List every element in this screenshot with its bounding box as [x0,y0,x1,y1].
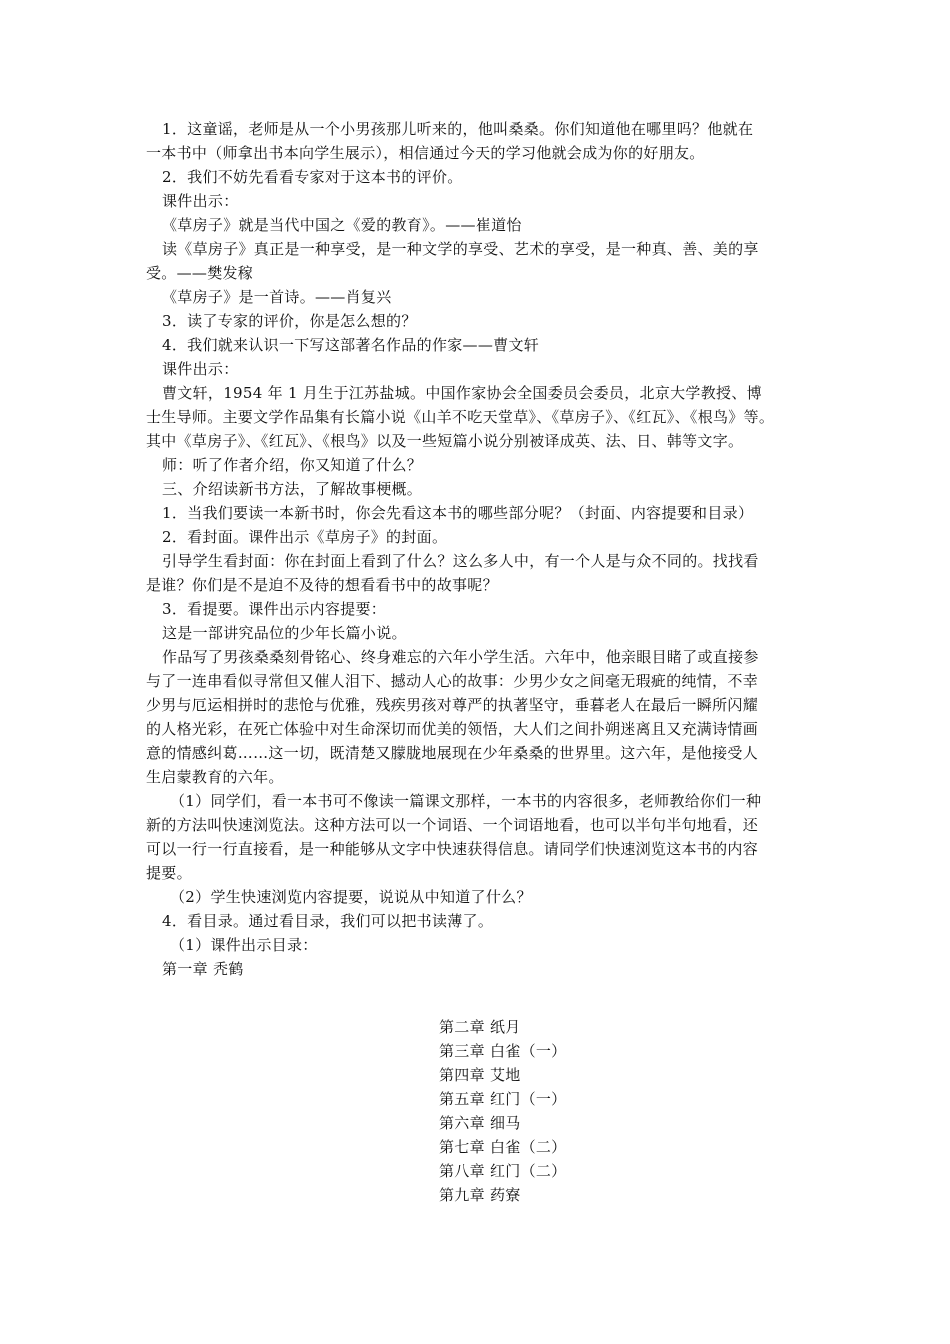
paragraph-line: 的人格光彩，在死亡体验中对生命深切而优美的领悟，大人们之间扑朔迷离且又充满诗情画 [146,720,759,738]
paragraph-line: 士生导师。主要文学作品集有长篇小说《山羊不吃天堂草》、《草房子》、《红瓦》、《根鸟》等。 [146,408,775,426]
paragraph-line: 课件出示： [162,360,239,378]
toc-entry: 第七章 白雀（二） [439,1138,567,1156]
paragraph-line: 3．看提要。课件出示内容提要： [162,600,387,618]
quote-line: 读《草房子》真正是一种享受，是一种文学的享受、艺术的享受，是一种真、善、美的享 [162,240,759,258]
toc-entry: 第一章 秃鹤 [162,960,244,978]
paragraph-line: 4．我们就来认识一下写这部著名作品的作家——曹文轩 [162,336,540,354]
paragraph-line: 作品写了男孩桑桑刻骨铭心、终身难忘的六年小学生活。六年中，他亲眼目睹了或直接参 [162,648,759,666]
toc-entry: 第五章 红门（一） [439,1090,567,1108]
section-heading: 三、介绍读新书方法，了解故事梗概。 [162,480,423,498]
paragraph-line: 2．我们不妨先看看专家对于这本书的评价。 [162,168,463,186]
paragraph-line: 生启蒙教育的六年。 [146,768,284,786]
quote-line: 受。——樊发稼 [146,264,254,282]
paragraph-line: 可以一行一行直接看，是一种能够从文字中快速获得信息。请同学们快速浏览这本书的内容 [146,840,759,858]
quote-line: 《草房子》是一首诗。——肖复兴 [162,288,392,306]
paragraph-line: 4．看目录。通过看目录，我们可以把书读薄了。 [162,912,494,930]
paragraph-line: 曹文轩，1954 年 1 月生于江苏盐城。中国作家协会全国委员会委员，北京大学教授、博 [162,384,762,402]
toc-entry: 第三章 白雀（一） [439,1042,567,1060]
toc-entry: 第八章 红门（二） [439,1162,567,1180]
paragraph-line: 引导学生看封面：你在封面上看到了什么？这么多人中，有一个人是与众不同的。找找看 [162,552,759,570]
paragraph-line: （1）课件出示目录： [170,936,318,954]
toc-entry: 第九章 药寮 [439,1186,521,1204]
paragraph-line: 与了一连串看似寻常但又催人泪下、撼动人心的故事：少男少女之间毫无瑕疵的纯情，不幸 [146,672,759,690]
paragraph-line: 1．当我们要读一本新书时，你会先看这本书的哪些部分呢？（封面、内容提要和目录） [162,504,754,522]
paragraph-line: 这是一部讲究品位的少年长篇小说。 [162,624,407,642]
paragraph-line: 一本书中（师拿出书本向学生展示），相信通过今天的学习他就会成为你的好朋友。 [146,144,705,162]
paragraph-line: 意的情感纠葛……这一切，既清楚又朦胧地展现在少年桑桑的世界里。这六年，是他接受人 [146,744,759,762]
paragraph-line: （2）学生快速浏览内容提要，说说从中知道了什么？ [170,888,532,906]
paragraph-line: 少男与厄运相拼时的悲怆与优雅，残疾男孩对尊严的执著坚守，垂暮老人在最后一瞬所闪耀 [146,696,759,714]
toc-entry: 第六章 细马 [439,1114,521,1132]
paragraph-line: 新的方法叫快速浏览法。这种方法可以一个词语、一个词语地看，也可以半句半句地看，还 [146,816,759,834]
paragraph-line: （1）同学们，看一本书可不像读一篇课文那样，一本书的内容很多，老师教给你们一种 [170,792,762,810]
paragraph-line: 是谁？你们是不是迫不及待的想看看书中的故事呢？ [146,576,498,594]
paragraph-line: 师：听了作者介绍，你又知道了什么？ [162,456,423,474]
paragraph-line: 其中《草房子》、《红瓦》、《根鸟》以及一些短篇小说分别被译成英、法、日、韩等文字。 [146,432,744,450]
toc-entry: 第四章 艾地 [439,1066,521,1084]
paragraph-line: 1．这童谣，老师是从一个小男孩那儿听来的，他叫桑桑。你们知道他在哪里吗？他就在 [162,120,754,138]
paragraph-line: 2．看封面。课件出示《草房子》的封面。 [162,528,448,546]
paragraph-line: 提要。 [146,864,192,882]
toc-entry: 第二章 纸月 [439,1018,521,1036]
quote-line: 《草房子》就是当代中国之《爱的教育》。——崔道怡 [162,216,522,234]
paragraph-line: 课件出示： [162,192,239,210]
paragraph-line: 3．读了专家的评价，你是怎么想的？ [162,312,417,330]
